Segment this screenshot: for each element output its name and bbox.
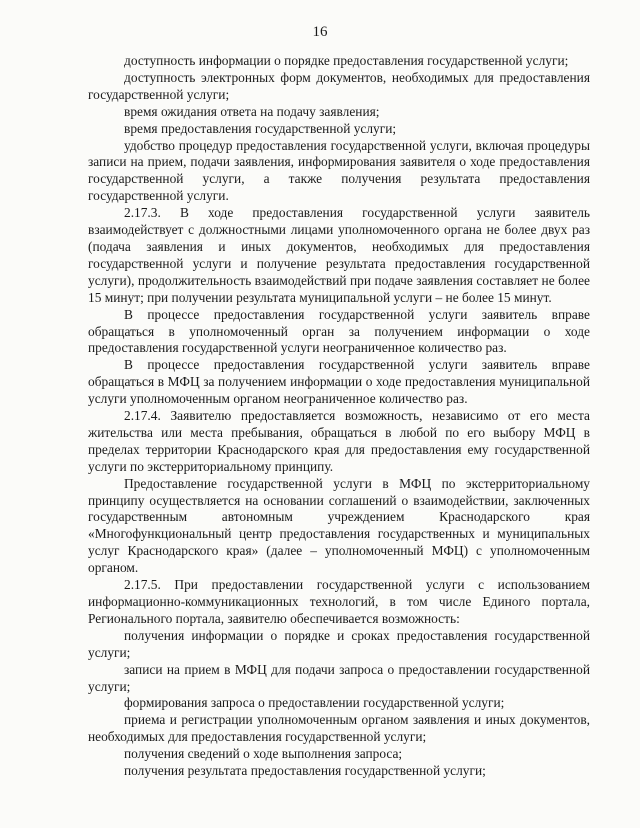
document-body <box>88 53 590 780</box>
paragraph: приема и регистрации уполномоченным органом заявления и иных документов, необходимых для предоставления государственной услуги; <box>88 712 590 745</box>
paragraph: 2.17.5. При предоставлении государственной услуги с использованием информационно-коммуникационных технологий, в том числе Единого портала, Регионального портала, заявителю обеспечивается возможность: <box>88 577 590 626</box>
paragraph: Предоставление государственной услуги в МФЦ по экстерриториальному принципу осуществляется на основании соглашений о взаимодействии, заключенных государственным автономным учреждением Краснодарского края «Многофункциональный центр предоставления государственных и муниципальных услуг Краснодарского края» (далее – уполномоченный МФЦ) с уполномоченным органом. <box>88 475 590 576</box>
paragraph: формирования запроса о предоставлении государственной услуги; <box>124 695 505 711</box>
paragraph: время ожидания ответа на подачу заявления; <box>124 103 380 119</box>
paragraph: 2.17.4. Заявителю предоставляется возможность, независимо от его места жительства или места пребывания, обращаться в любой по его выбору МФЦ в пределах территории Краснодарского края для предоставления ему государственной услуги по экстерриториальному принципу. <box>88 408 590 474</box>
paragraph: доступность электронных форм документов, необходимых для предоставления государственной услуги; <box>88 69 590 102</box>
paragraph: время предоставления государственной услуги; <box>124 120 397 136</box>
paragraph: 2.17.3. В ходе предоставления государственной услуги заявитель взаимодействует с должностными лицами уполномоченного органа не более двух раз (подача заявления и иных документов, необходимых для предоставления государственной услуги и получение результата предоставления государственной услуги), продолжительность взаимодействий при подаче заявления составляет не более 15 минут; при получении результата муниципальной услуги – не более 15 минут. <box>88 205 590 305</box>
paragraph: записи на прием в МФЦ для подачи запроса о предоставлении государственной услуги; <box>88 661 590 694</box>
page-number: 16 <box>312 24 328 40</box>
paragraph: получения сведений о ходе выполнения запроса; <box>124 746 403 762</box>
paragraph: удобство процедур предоставления государственной услуги, включая процедуры записи на прием, подачи заявления, информирования заявителя о ходе предоставления государственной услуги, а также получения результата предоставления государственной услуги. <box>88 137 590 204</box>
paragraph: В процессе предоставления государственной услуги заявитель вправе обращаться в МФЦ за получением информации о ходе предоставления муниципальной услуги уполномоченным органом неограниченное количество раз. <box>88 357 590 407</box>
paragraph: получения результата предоставления государственной услуги; <box>124 763 486 779</box>
paragraph: получения информации о порядке и сроках предоставления государственной услуги; <box>88 627 590 660</box>
paragraph: доступность информации о порядке предоставления государственной услуги; <box>124 53 569 68</box>
paragraph: В процессе предоставления государственной услуги заявитель вправе обращаться в уполномоченный орган за получением информации о ходе предоставления государственной услуги неограниченное количество раз. <box>88 306 590 356</box>
